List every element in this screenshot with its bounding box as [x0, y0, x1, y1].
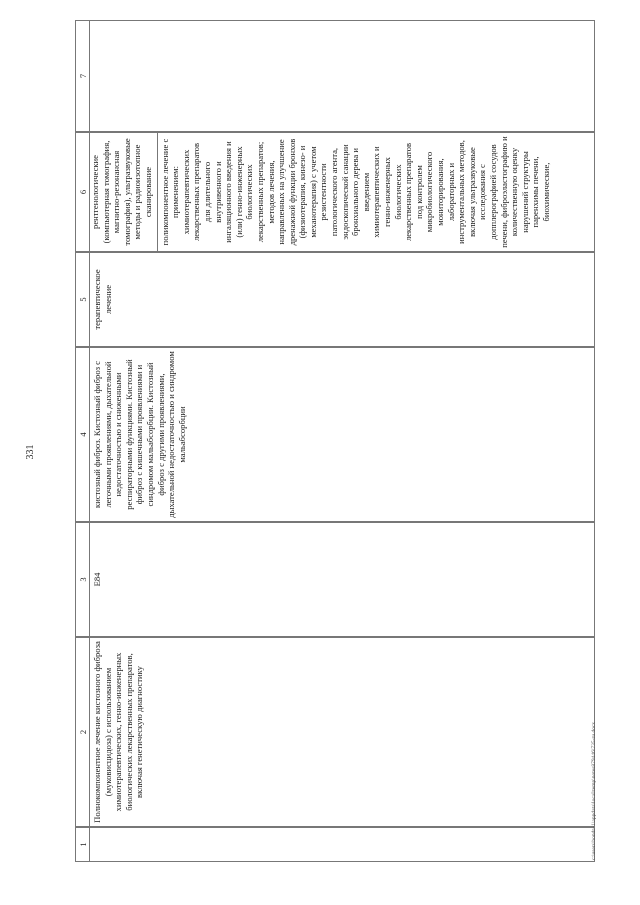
column-5	[75, 252, 595, 347]
file-path-footer: c:\users\bondr~1\appdata\local\temp\notes879446\735-ru.docx	[591, 721, 597, 860]
header-col-6: 6	[75, 133, 90, 251]
cell-treatment-type: терапевтическое лечение	[92, 269, 113, 330]
table-viewport	[75, 20, 595, 862]
header-col-4: 4	[75, 348, 90, 521]
cell-col-1	[90, 828, 94, 861]
column-3	[75, 522, 595, 637]
cell-icd-code: E84	[92, 572, 102, 587]
cell-method-continued: рентгенологические (компьютерная томография, магнитно-резонансная томография), ультразвуковые методы и радиоизотопное сканирование	[90, 138, 153, 246]
header-col-7: 7	[75, 21, 90, 131]
header-col-2: 2	[75, 638, 90, 826]
header-col-1: 1	[75, 828, 90, 861]
header-col-3: 3	[75, 523, 90, 636]
column-4	[75, 347, 595, 522]
page-number: 331	[25, 444, 36, 460]
column-7	[75, 20, 595, 132]
column-6	[75, 132, 595, 252]
cell-method-description: поликомпонентное лечение с применением: химиотерапевтических лекарственных препаратов для длительного внутривенного и ингаляционного введения и (или) генно-инженерных биологических лекарственных препаратов; методов лечения, направленных на улучшение дренажной функции бронхов (физиотерапия, кинезо- и механотерапия) с учетом резистентности патологического агента, эндоскопической санации бронхиального дерева и введением химиотерапевтических и генно-инженерных биологических лекарственных препаратов под контролем микробиологического мониторирования, лабораторных и инструментальных методов, включая ультразвуковые исследования с допплерографией сосудов печени, фиброэластографию и количественную оценку нарушений структуры паренхимы печени, биохимические,	[157, 133, 554, 251]
header-col-5: 5	[75, 253, 90, 346]
cell-diagnosis: кистозный фиброз. Кистозный фиброз с легочными проявлениями, дыхательной недостаточностью и сниженными респираторными функциями. Кистозный фиброз с кишечными проявлениями и синдромом мальабсорбции. Кистозный фиброз с другими проявлениями, дыхательной недостаточностью и синдромом мальабсорбции	[92, 351, 187, 518]
cell-col-7	[90, 21, 94, 131]
column-1	[75, 827, 595, 862]
cell-treatment-name: Полнокомпонентное лечение кистозного фиброза (муковисцидоза) с использованием химиотерапевтических, генно-инженерных биологических лекарственных препаратов, включая генетическую диагностику	[92, 641, 145, 823]
procedures-table	[75, 20, 595, 862]
column-2	[75, 637, 595, 827]
